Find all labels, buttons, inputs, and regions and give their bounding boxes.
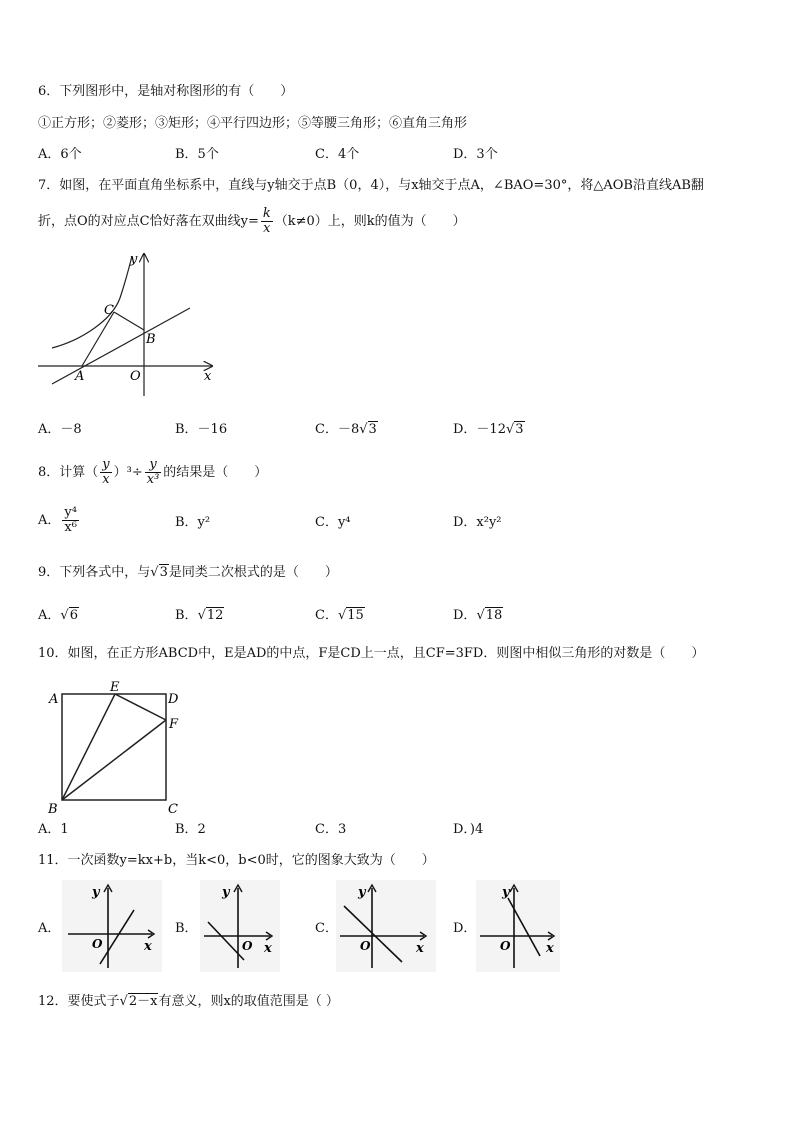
q7-figure — [34, 250, 224, 400]
q10-square — [62, 694, 166, 800]
q7-hyperbola — [52, 256, 132, 348]
q7-label-y: y — [130, 252, 138, 267]
q11-option-c-label: C． — [315, 921, 338, 936]
q11-b-y-label: y — [222, 885, 230, 900]
q8-stem — [38, 455, 267, 491]
q9-option-d: D．√18 — [453, 608, 503, 623]
q10-segment-be — [62, 694, 115, 800]
q8-mid: ）³÷ — [113, 465, 143, 480]
sqrt-icon: √6 — [60, 608, 78, 623]
q10-label-c: C — [168, 802, 178, 817]
q11-b-x-label: x — [264, 941, 272, 956]
q10-option-d: D．)4 — [453, 822, 484, 837]
q6-option-b: B．5个 — [175, 147, 219, 162]
q8-option-b: B．y² — [175, 515, 211, 530]
q11-c-x-label: x — [416, 941, 424, 956]
q6-items: ①正方形；②菱形；③矩形；④平行四边形；⑤等腰三角形；⑥直角三角形 — [38, 116, 468, 131]
q10-label-f: F — [169, 717, 179, 732]
q10-option-a: A．1 — [38, 822, 69, 837]
q11-a-x-label: x — [144, 939, 152, 954]
q7-frac-num: k — [262, 206, 271, 221]
q11-a-y-label: y — [92, 885, 100, 900]
q10-option-c: C．3 — [315, 822, 347, 837]
sqrt-icon: √3 — [150, 565, 168, 580]
q11-c-line — [344, 906, 402, 962]
q7-line2-b: （k≠0）上，则k的值为（ ） — [274, 214, 466, 229]
q8-fraction-2: $\frac{y}{\text{x³}}$ — [146, 457, 160, 487]
q7-option-d — [453, 422, 525, 438]
q9-option-b: B．√12 — [175, 608, 224, 623]
sqrt-icon: √18 — [476, 608, 503, 623]
q8-option-c: C．y⁴ — [315, 515, 351, 530]
q8-suffix: 的结果是（ ） — [163, 465, 268, 480]
q7-label-b: B — [146, 332, 156, 347]
q9-option-c: C．√15 — [315, 608, 364, 623]
sqrt-icon: √15 — [337, 608, 364, 623]
q11-a-line — [100, 910, 134, 964]
sqrt-icon: √12 — [197, 608, 224, 623]
q9-option-a: A．√6 — [38, 608, 78, 623]
q10-label-a: A — [49, 692, 59, 707]
q8-option-d: D．x²y² — [453, 515, 502, 530]
q11-d-line — [508, 898, 540, 956]
q6-option-a: A．6个 — [38, 147, 82, 162]
q8-prefix: 8．计算（ — [38, 465, 99, 480]
q8-option-a-fraction: $\frac{\text{y⁴}}{\text{x⁶}}$ — [64, 505, 77, 535]
q7-frac-den: x — [263, 221, 271, 236]
q11-d-origin: O — [500, 939, 511, 953]
q9-stem: 9．下列各式中，与√3是同类二次根式的是（ ） — [38, 565, 338, 580]
q7-label-a: A — [75, 369, 85, 384]
q11-graph-a — [62, 880, 162, 972]
q10-label-e: E — [110, 680, 120, 695]
q7-option-a: A．－8 — [38, 422, 82, 437]
sqrt-icon: √3 — [359, 422, 377, 437]
q6-stem: 6．下列图形中，是轴对称图形的有（ ） — [38, 84, 294, 99]
q7-option-b: B．－16 — [175, 422, 228, 437]
q11-b-origin: O — [242, 939, 253, 953]
q7-stem-line1: 7．如图，在平面直角坐标系中，直线与y轴交于点B（0，4），与x轴交于点A，∠BAO=30°，将△AOB沿直线AB翻 — [38, 178, 704, 193]
q7-label-x: x — [204, 369, 212, 384]
sqrt-icon: √2－x — [119, 994, 158, 1009]
q7-option-d-text: D．－12 — [453, 422, 506, 437]
q7-line-ab — [52, 308, 190, 384]
q11-graph-b — [200, 880, 280, 972]
q10-segment-ef — [115, 694, 166, 720]
q7-option-c-text: C．－8 — [315, 422, 360, 437]
q7-label-o: O — [130, 369, 141, 384]
q7-option-c — [315, 422, 378, 438]
q8-option-a: A． $\frac{\text{y⁴}}{\text{x⁶}}$ — [38, 505, 77, 535]
q7-segment-cb — [114, 312, 144, 330]
q10-segment-bf — [62, 720, 166, 800]
q11-graph-d — [476, 880, 560, 972]
q11-option-b-label: B． — [175, 921, 198, 936]
q6-option-c: C．4个 — [315, 147, 360, 162]
q11-graph-c — [336, 880, 436, 972]
q11-a-origin: O — [92, 937, 103, 951]
q12-stem: 12．要使式子√2－x有意义，则x的取值范围是（ ） — [38, 994, 339, 1009]
q10-label-b: B — [48, 802, 58, 817]
q10-label-d: D — [168, 692, 179, 707]
q11-c-y-label: y — [358, 885, 366, 900]
q10-option-b: B．2 — [175, 822, 206, 837]
q6-option-d: D．3个 — [453, 147, 498, 162]
q7-fraction — [261, 207, 273, 236]
q7-line2-a: 折，点O的对应点C恰好落在双曲线y= — [38, 214, 259, 229]
q11-c-origin: O — [360, 939, 371, 953]
q7-stem-line2 — [38, 204, 466, 240]
q7-segment-ac — [82, 312, 114, 366]
q7-label-c: C — [104, 303, 114, 318]
q11-option-a-label: A． — [38, 921, 61, 936]
q11-d-x-label: x — [546, 941, 554, 956]
q11-option-d-label: D． — [453, 921, 477, 936]
q10-figure — [40, 678, 200, 818]
sqrt-icon: √3 — [505, 422, 524, 437]
q8-fraction-1: $\frac{y}{x}$ — [102, 457, 110, 487]
q10-stem: 10．如图，在正方形ABCD中，E是AD的中点，F是CD上一点，且CF=3FD．则图中相似三角形的对数是（ ） — [38, 646, 705, 661]
q11-d-y-label: y — [502, 885, 510, 900]
q11-stem: 11．一次函数y=kx+b，当k<0，b<0时，它的图象大致为（ ） — [38, 853, 435, 868]
